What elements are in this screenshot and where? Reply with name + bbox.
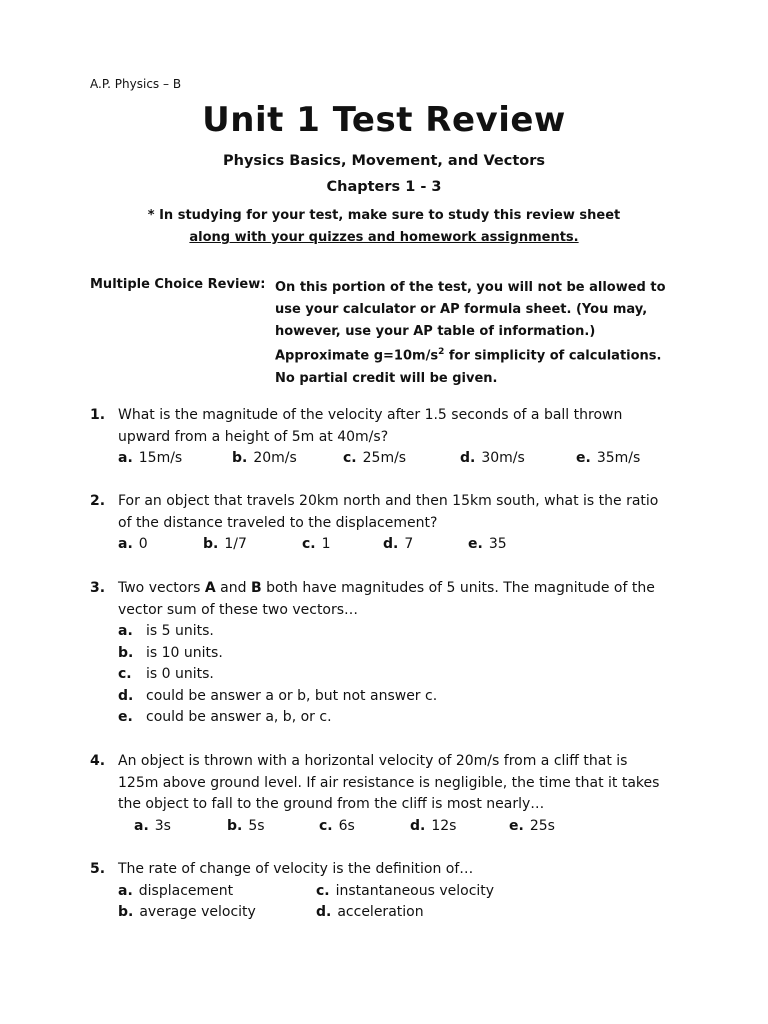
answer-option: d. could be answer a or b, but not answer c. (118, 687, 438, 704)
answer-option: e. 25s (509, 817, 555, 834)
page-title: Unit 1 Test Review (202, 100, 566, 140)
answer-option: c. 1 (302, 536, 331, 552)
answer-option: d. 7 (383, 536, 414, 552)
answer-option: c. instantaneous velocity (316, 882, 495, 899)
question-text: 125m above ground level. If air resistance is negligible, the time that it takes (118, 774, 660, 791)
vector-a-label: A (204, 580, 216, 596)
answer-option: d. 30m/s (460, 450, 525, 466)
answer-option: a. is 5 units. (118, 623, 214, 639)
answer-option: b. 5s (227, 817, 265, 834)
answer-option: a. displacement (118, 882, 234, 899)
study-note-line1: * In studying for your test, make sure to study this review sheet (147, 208, 621, 223)
answer-option: a. 0 (118, 536, 148, 552)
question-text: For an object that travels 20km north and then 15km south, what is the ratio (118, 493, 659, 509)
question-number: 1. (90, 407, 106, 423)
question-number: 2. (90, 493, 106, 509)
answer-option: c. is 0 units. (118, 666, 214, 682)
answer-option: b. average velocity (118, 904, 256, 920)
mc-line5: No partial credit will be given. (275, 370, 498, 386)
answer-option: b. 20m/s (232, 450, 297, 466)
question-number: 4. (90, 753, 106, 769)
mc-line3: however, use your AP table of information.) (275, 323, 596, 339)
answer-option: a. 15m/s (118, 450, 183, 466)
answer-option: e. 35m/s (576, 450, 641, 466)
answer-option: c. 25m/s (343, 450, 407, 466)
answer-option: a. 3s (134, 817, 171, 834)
question-number: 5. (90, 861, 106, 877)
question-text: What is the magnitude of the velocity after 1.5 seconds of a ball thrown (118, 407, 623, 423)
question-text: of the distance traveled to the displacement? (118, 514, 438, 531)
answer-option: b. 1/7 (203, 536, 247, 552)
question-text: the object to fall to the ground from the cliff is most nearly… (118, 796, 545, 812)
chapters-label: Chapters 1 - 3 (326, 179, 442, 195)
mc-line4: Approximate $g=10m/s^2$ for simplicity of calculations. (275, 347, 662, 364)
study-note-line2: along with your quizzes and homework assignments. (189, 230, 579, 245)
mc-line2: use your calculator or AP formula sheet. (You may, (275, 301, 648, 317)
answer-option: d. acceleration (316, 904, 424, 920)
question-text: An object is thrown with a horizontal velocity of 20m/s from a cliff that is (118, 753, 628, 769)
answer-option: d. 12s (410, 817, 457, 834)
subtitle: Physics Basics, Movement, and Vectors (223, 153, 545, 169)
vector-b-label: B (250, 580, 262, 596)
mc-review-label: Multiple Choice Review: (90, 277, 266, 292)
question-number: 3. (90, 580, 106, 596)
question-text: vector sum of these two vectors… (118, 601, 359, 618)
question-text: The rate of change of velocity is the definition of… (118, 861, 474, 877)
answer-option: e. 35 (468, 536, 507, 552)
question-text: Two vectors A and B both have magnitudes of 5 units. The magnitude of the (118, 580, 655, 596)
answer-option: c. 6s (319, 817, 355, 834)
answer-option: b. is 10 units. (118, 644, 223, 661)
mc-instructions (275, 277, 666, 389)
mc-line1: On this portion of the test, you will not be allowed to (275, 280, 666, 295)
question-text: upward from a height of 5m at 40m/s? (118, 428, 389, 445)
course-label: A.P. Physics – B (90, 77, 182, 91)
answer-option: e. could be answer a, b, or c. (118, 709, 332, 725)
